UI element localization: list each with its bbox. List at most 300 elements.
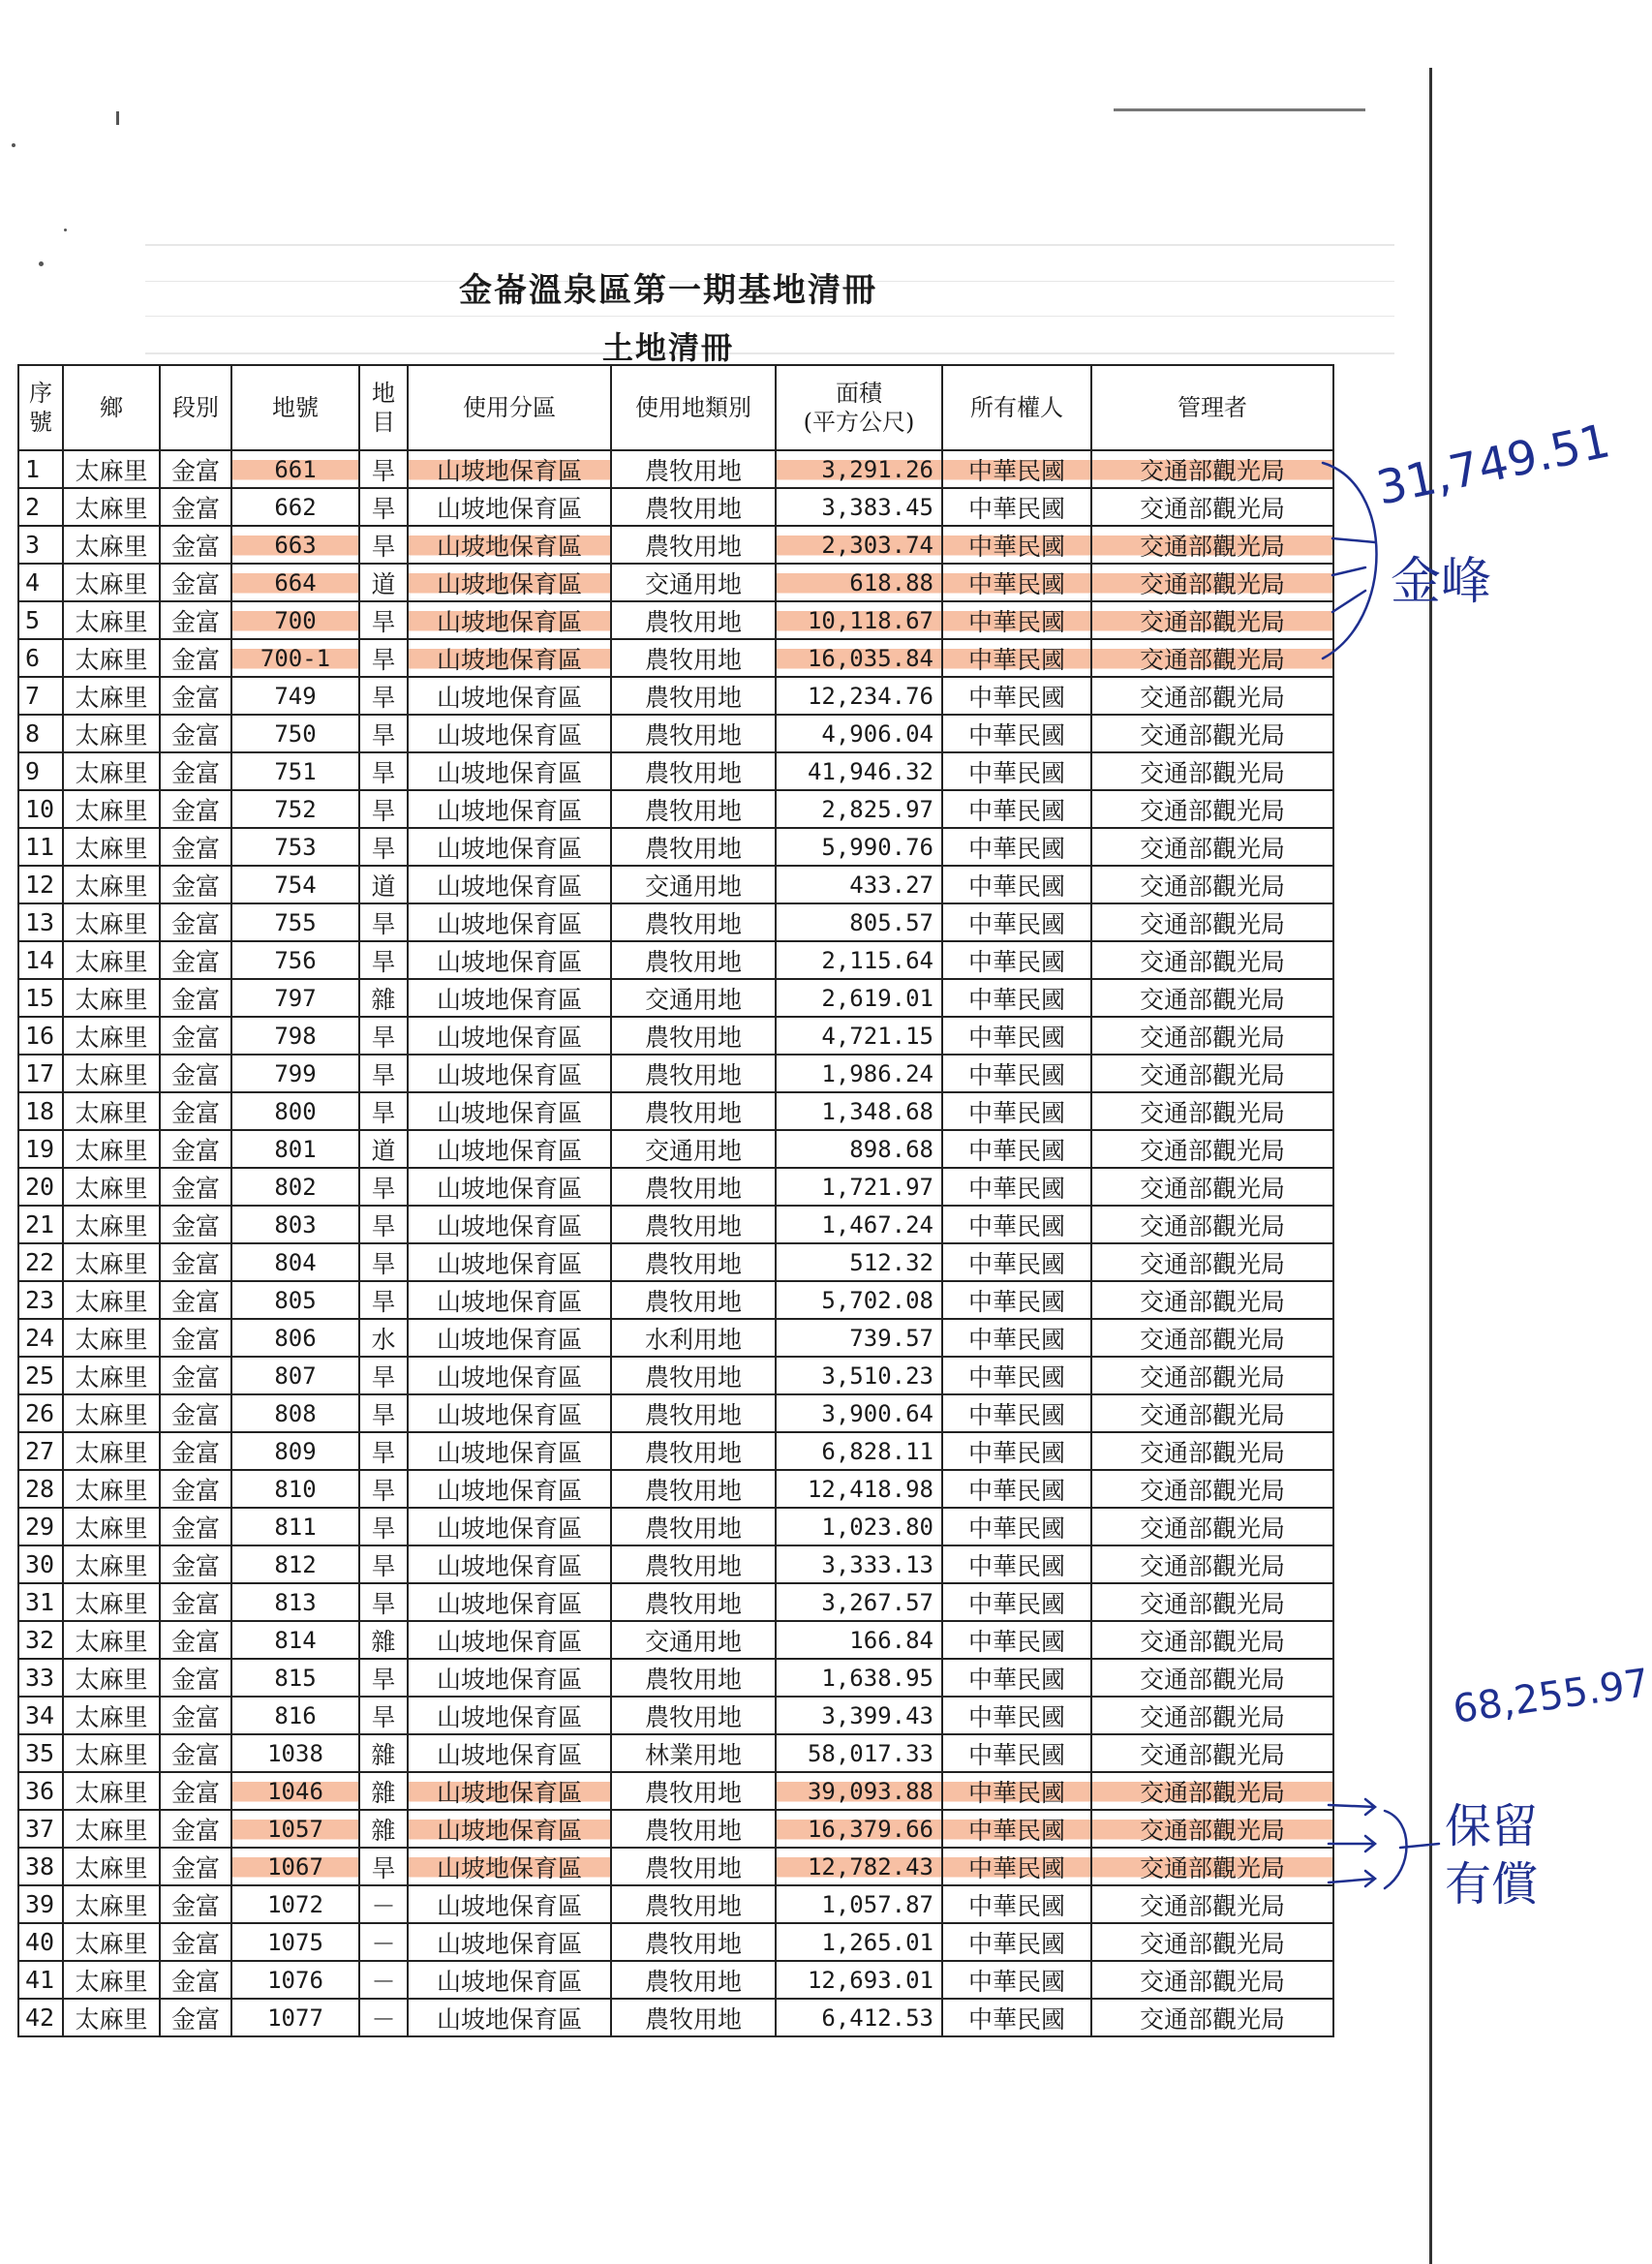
cell-area: 3,900.64: [776, 1394, 942, 1432]
cell-category: 道: [359, 1130, 408, 1168]
cell-zone: 山坡地保育區: [408, 828, 611, 866]
cell-manager: 交通部觀光局: [1091, 1432, 1333, 1470]
cell-lot: 755: [231, 903, 359, 941]
cell-land-use: 農牧用地: [611, 601, 776, 639]
cell-manager: 交通部觀光局: [1091, 1734, 1333, 1772]
cell-village: 太麻里: [63, 828, 160, 866]
cell-zone: 山坡地保育區: [408, 1772, 611, 1810]
cell-zone: 山坡地保育區: [408, 903, 611, 941]
cell-manager: 交通部觀光局: [1091, 752, 1333, 790]
cell-seq: 33: [18, 1659, 63, 1697]
cell-lot: 752: [231, 790, 359, 828]
cell-lot: 1057: [231, 1810, 359, 1848]
cell-land-use: 交通用地: [611, 564, 776, 601]
header-section: 段別: [160, 365, 231, 450]
cell-area: 12,693.01: [776, 1961, 942, 1999]
cell-village: 太麻里: [63, 1772, 160, 1810]
cell-category: 旱: [359, 1055, 408, 1092]
cell-lot: 810: [231, 1470, 359, 1508]
cell-land-use: 農牧用地: [611, 828, 776, 866]
cell-manager: 交通部觀光局: [1091, 1017, 1333, 1055]
cell-owner: 中華民國: [942, 601, 1091, 639]
cell-category: 旱: [359, 488, 408, 526]
cell-seq: 17: [18, 1055, 63, 1092]
cell-manager: 交通部觀光局: [1091, 1772, 1333, 1810]
cell-seq: 19: [18, 1130, 63, 1168]
cell-zone: 山坡地保育區: [408, 1621, 611, 1659]
cell-category: 旱: [359, 1281, 408, 1319]
cell-village: 太麻里: [63, 1130, 160, 1168]
cell-land-use: 農牧用地: [611, 1659, 776, 1697]
handwritten-place-name: 金峰: [1391, 553, 1492, 611]
cell-section: 金富: [160, 1583, 231, 1621]
cell-manager: 交通部觀光局: [1091, 639, 1333, 677]
cell-zone: 山坡地保育區: [408, 1017, 611, 1055]
cell-section: 金富: [160, 1810, 231, 1848]
cell-area: 2,115.64: [776, 941, 942, 979]
cell-owner: 中華民國: [942, 790, 1091, 828]
cell-area: 12,418.98: [776, 1470, 942, 1508]
cell-land-use: 農牧用地: [611, 790, 776, 828]
cell-area: 1,721.97: [776, 1168, 942, 1206]
cell-land-use: 農牧用地: [611, 1923, 776, 1961]
cell-area: 512.32: [776, 1243, 942, 1281]
cell-manager: 交通部觀光局: [1091, 1885, 1333, 1923]
cell-lot: 800: [231, 1092, 359, 1130]
cell-section: 金富: [160, 1206, 231, 1243]
cell-section: 金富: [160, 1848, 231, 1885]
cell-manager: 交通部觀光局: [1091, 941, 1333, 979]
cell-manager: 交通部觀光局: [1091, 979, 1333, 1017]
cell-village: 太麻里: [63, 1508, 160, 1545]
cell-section: 金富: [160, 450, 231, 488]
cell-section: 金富: [160, 488, 231, 526]
cell-owner: 中華民國: [942, 1357, 1091, 1394]
cell-area: 1,348.68: [776, 1092, 942, 1130]
cell-manager: 交通部觀光局: [1091, 1055, 1333, 1092]
cell-owner: 中華民國: [942, 1923, 1091, 1961]
cell-village: 太麻里: [63, 1206, 160, 1243]
cell-zone: 山坡地保育區: [408, 752, 611, 790]
cell-area: 4,721.15: [776, 1017, 942, 1055]
cell-seq: 37: [18, 1810, 63, 1848]
handwritten-total-bottom: 68,255.97: [1450, 1661, 1652, 1732]
cell-village: 太麻里: [63, 1621, 160, 1659]
cell-land-use: 農牧用地: [611, 1055, 776, 1092]
document-title: 金崙溫泉區第一期基地清冊: [459, 271, 877, 310]
cell-lot: 661: [231, 450, 359, 488]
arrow-row3: [1332, 538, 1375, 542]
cell-zone: 山坡地保育區: [408, 941, 611, 979]
cell-village: 太麻里: [63, 1432, 160, 1470]
cell-seq: 32: [18, 1621, 63, 1659]
cell-land-use: 交通用地: [611, 866, 776, 903]
cell-village: 太麻里: [63, 1545, 160, 1583]
cell-manager: 交通部觀光局: [1091, 677, 1333, 715]
cell-area: 166.84: [776, 1621, 942, 1659]
cell-category: 旱: [359, 639, 408, 677]
cell-seq: 41: [18, 1961, 63, 1999]
cell-area: 10,118.67: [776, 601, 942, 639]
cell-zone: 山坡地保育區: [408, 1432, 611, 1470]
cell-owner: 中華民國: [942, 979, 1091, 1017]
cell-village: 太麻里: [63, 1583, 160, 1621]
cell-owner: 中華民國: [942, 1092, 1091, 1130]
cell-village: 太麻里: [63, 526, 160, 564]
cell-zone: 山坡地保育區: [408, 1206, 611, 1243]
cell-manager: 交通部觀光局: [1091, 1319, 1333, 1357]
cell-category: 雜: [359, 1772, 408, 1810]
header-manager: 管理者: [1091, 365, 1333, 450]
cell-manager: 交通部觀光局: [1091, 715, 1333, 752]
cell-lot: 1075: [231, 1923, 359, 1961]
cell-owner: 中華民國: [942, 1168, 1091, 1206]
cell-area: 1,057.87: [776, 1885, 942, 1923]
cell-seq: 12: [18, 866, 63, 903]
handwritten-note: [1445, 1797, 1538, 1913]
cell-manager: 交通部觀光局: [1091, 903, 1333, 941]
cell-area: 1,023.80: [776, 1508, 942, 1545]
cell-category: 旱: [359, 1848, 408, 1885]
cell-village: 太麻里: [63, 450, 160, 488]
cell-zone: 山坡地保育區: [408, 1130, 611, 1168]
cell-section: 金富: [160, 1319, 231, 1357]
cell-seq: 39: [18, 1885, 63, 1923]
cell-seq: 15: [18, 979, 63, 1017]
cell-section: 金富: [160, 1697, 231, 1734]
cell-land-use: 農牧用地: [611, 1432, 776, 1470]
header-area: 面積 (平方公尺): [776, 365, 942, 450]
cell-zone: 山坡地保育區: [408, 677, 611, 715]
cell-village: 太麻里: [63, 715, 160, 752]
cell-land-use: 農牧用地: [611, 1697, 776, 1734]
cell-category: 旱: [359, 1583, 408, 1621]
cell-zone: 山坡地保育區: [408, 1508, 611, 1545]
cell-area: 2,825.97: [776, 790, 942, 828]
cell-section: 金富: [160, 639, 231, 677]
cell-village: 太麻里: [63, 1357, 160, 1394]
cell-area: 805.57: [776, 903, 942, 941]
arrow-row37: [1329, 1836, 1375, 1851]
cell-section: 金富: [160, 1734, 231, 1772]
cell-land-use: 農牧用地: [611, 752, 776, 790]
cell-owner: 中華民國: [942, 1848, 1091, 1885]
cell-owner: 中華民國: [942, 1621, 1091, 1659]
cell-category: 道: [359, 866, 408, 903]
cell-village: 太麻里: [63, 941, 160, 979]
cell-land-use: 農牧用地: [611, 450, 776, 488]
cell-section: 金富: [160, 677, 231, 715]
cell-section: 金富: [160, 1508, 231, 1545]
cell-land-use: 農牧用地: [611, 1243, 776, 1281]
cell-land-use: 農牧用地: [611, 1357, 776, 1394]
cell-zone: 山坡地保育區: [408, 526, 611, 564]
cell-owner: 中華民國: [942, 1508, 1091, 1545]
cell-zone: 山坡地保育區: [408, 1545, 611, 1583]
cell-village: 太麻里: [63, 677, 160, 715]
cell-category: 旱: [359, 1470, 408, 1508]
cell-section: 金富: [160, 526, 231, 564]
cell-village: 太麻里: [63, 1092, 160, 1130]
cell-seq: 28: [18, 1470, 63, 1508]
cell-category: 旱: [359, 903, 408, 941]
cell-lot: 814: [231, 1621, 359, 1659]
cell-section: 金富: [160, 601, 231, 639]
cell-area: 1,986.24: [776, 1055, 942, 1092]
cell-zone: 山坡地保育區: [408, 715, 611, 752]
cell-area: 58,017.33: [776, 1734, 942, 1772]
cell-seq: 31: [18, 1583, 63, 1621]
cell-category: 雜: [359, 1734, 408, 1772]
cell-manager: 交通部觀光局: [1091, 1470, 1333, 1508]
cell-land-use: 水利用地: [611, 1319, 776, 1357]
cell-area: 3,333.13: [776, 1545, 942, 1583]
cell-seq: 26: [18, 1394, 63, 1432]
cell-section: 金富: [160, 1470, 231, 1508]
cell-land-use: 農牧用地: [611, 1092, 776, 1130]
cell-lot: 797: [231, 979, 359, 1017]
cell-area: 3,399.43: [776, 1697, 942, 1734]
cell-section: 金富: [160, 1432, 231, 1470]
cell-seq: 40: [18, 1923, 63, 1961]
cell-village: 太麻里: [63, 1281, 160, 1319]
header-category: 地 目: [359, 365, 408, 450]
cell-lot: 1046: [231, 1772, 359, 1810]
cell-owner: 中華民國: [942, 1432, 1091, 1470]
cell-section: 金富: [160, 1923, 231, 1961]
cell-village: 太麻里: [63, 1697, 160, 1734]
cell-lot: 751: [231, 752, 359, 790]
cell-zone: 山坡地保育區: [408, 1697, 611, 1734]
cell-lot: 700-1: [231, 639, 359, 677]
cell-seq: 11: [18, 828, 63, 866]
cell-section: 金富: [160, 1545, 231, 1583]
header-seq: 序 號: [18, 365, 63, 450]
cell-owner: 中華民國: [942, 715, 1091, 752]
cell-zone: 山坡地保育區: [408, 1394, 611, 1432]
cell-manager: 交通部觀光局: [1091, 1130, 1333, 1168]
cell-seq: 34: [18, 1697, 63, 1734]
cell-lot: 662: [231, 488, 359, 526]
cell-manager: 交通部觀光局: [1091, 1394, 1333, 1432]
cell-owner: 中華民國: [942, 752, 1091, 790]
cell-section: 金富: [160, 1999, 231, 2036]
cell-land-use: 農牧用地: [611, 1848, 776, 1885]
cell-seq: 6: [18, 639, 63, 677]
cell-owner: 中華民國: [942, 488, 1091, 526]
cell-land-use: 農牧用地: [611, 1961, 776, 1999]
cell-zone: 山坡地保育區: [408, 1357, 611, 1394]
cell-village: 太麻里: [63, 1055, 160, 1092]
header-land-use: 使用地類別: [611, 365, 776, 450]
cell-zone: 山坡地保育區: [408, 1281, 611, 1319]
cell-section: 金富: [160, 1017, 231, 1055]
cell-section: 金富: [160, 903, 231, 941]
cell-category: 旱: [359, 715, 408, 752]
cell-lot: 799: [231, 1055, 359, 1092]
cell-village: 太麻里: [63, 1243, 160, 1281]
cell-lot: 802: [231, 1168, 359, 1206]
cell-owner: 中華民國: [942, 903, 1091, 941]
cell-area: 5,702.08: [776, 1281, 942, 1319]
cell-category: 旱: [359, 1092, 408, 1130]
cell-category: 水: [359, 1319, 408, 1357]
cell-owner: 中華民國: [942, 1659, 1091, 1697]
cell-lot: 813: [231, 1583, 359, 1621]
cell-manager: 交通部觀光局: [1091, 1961, 1333, 1999]
cell-manager: 交通部觀光局: [1091, 1168, 1333, 1206]
cell-area: 6,828.11: [776, 1432, 942, 1470]
cell-lot: 815: [231, 1659, 359, 1697]
cell-area: 39,093.88: [776, 1772, 942, 1810]
cell-seq: 42: [18, 1999, 63, 2036]
cell-manager: 交通部觀光局: [1091, 790, 1333, 828]
cell-village: 太麻里: [63, 1923, 160, 1961]
cell-village: 太麻里: [63, 979, 160, 1017]
cell-manager: 交通部觀光局: [1091, 1999, 1333, 2036]
cell-lot: 801: [231, 1130, 359, 1168]
cell-village: 太麻里: [63, 488, 160, 526]
cell-owner: 中華民國: [942, 828, 1091, 866]
cell-owner: 中華民國: [942, 941, 1091, 979]
cell-owner: 中華民國: [942, 1243, 1091, 1281]
cell-lot: 664: [231, 564, 359, 601]
cell-section: 金富: [160, 866, 231, 903]
arrow-row38: [1329, 1871, 1375, 1886]
header-village: 鄉: [63, 365, 160, 450]
cell-category: 旱: [359, 1697, 408, 1734]
cell-section: 金富: [160, 752, 231, 790]
cell-lot: 803: [231, 1206, 359, 1243]
cell-owner: 中華民國: [942, 677, 1091, 715]
cell-manager: 交通部觀光局: [1091, 1848, 1333, 1885]
cell-seq: 16: [18, 1017, 63, 1055]
cell-section: 金富: [160, 941, 231, 979]
cell-land-use: 農牧用地: [611, 1394, 776, 1432]
cell-lot: 1038: [231, 1734, 359, 1772]
cell-seq: 10: [18, 790, 63, 828]
cell-category: 旱: [359, 601, 408, 639]
cell-village: 太麻里: [63, 1394, 160, 1432]
cell-area: 3,510.23: [776, 1357, 942, 1394]
cell-section: 金富: [160, 1130, 231, 1168]
cell-land-use: 農牧用地: [611, 1810, 776, 1848]
cell-seq: 24: [18, 1319, 63, 1357]
cell-category: 旱: [359, 1545, 408, 1583]
cell-owner: 中華民國: [942, 1055, 1091, 1092]
cell-section: 金富: [160, 715, 231, 752]
cell-land-use: 農牧用地: [611, 1206, 776, 1243]
cell-manager: 交通部觀光局: [1091, 601, 1333, 639]
cell-area: 12,782.43: [776, 1848, 942, 1885]
cell-area: 16,035.84: [776, 639, 942, 677]
cell-manager: 交通部觀光局: [1091, 1281, 1333, 1319]
cell-area: 2,303.74: [776, 526, 942, 564]
cell-category: 旱: [359, 450, 408, 488]
handwritten-total-top: 31,749.51: [1371, 413, 1615, 516]
cell-category: 旱: [359, 1017, 408, 1055]
cell-lot: 816: [231, 1697, 359, 1734]
cell-manager: 交通部觀光局: [1091, 1508, 1333, 1545]
cell-zone: 山坡地保育區: [408, 601, 611, 639]
cell-seq: 20: [18, 1168, 63, 1206]
cell-zone: 山坡地保育區: [408, 1092, 611, 1130]
cell-seq: 23: [18, 1281, 63, 1319]
cell-area: 1,467.24: [776, 1206, 942, 1243]
cell-zone: 山坡地保育區: [408, 790, 611, 828]
cell-category: 旱: [359, 1394, 408, 1432]
cell-seq: 8: [18, 715, 63, 752]
cell-category: 旱: [359, 1206, 408, 1243]
cell-land-use: 農牧用地: [611, 1281, 776, 1319]
cell-section: 金富: [160, 790, 231, 828]
cell-area: 3,383.45: [776, 488, 942, 526]
cell-land-use: 農牧用地: [611, 677, 776, 715]
cell-area: 5,990.76: [776, 828, 942, 866]
cell-area: 6,412.53: [776, 1999, 942, 2036]
cell-lot: 753: [231, 828, 359, 866]
cell-manager: 交通部觀光局: [1091, 1545, 1333, 1583]
arrow-row4: [1332, 567, 1365, 575]
cell-lot: 750: [231, 715, 359, 752]
header-lot: 地號: [231, 365, 359, 450]
header-zone: 使用分區: [408, 365, 611, 450]
cell-village: 太麻里: [63, 1810, 160, 1848]
cell-manager: 交通部觀光局: [1091, 450, 1333, 488]
cell-section: 金富: [160, 1055, 231, 1092]
cell-seq: 2: [18, 488, 63, 526]
cell-zone: 山坡地保育區: [408, 1810, 611, 1848]
cell-land-use: 農牧用地: [611, 639, 776, 677]
cell-zone: 山坡地保育區: [408, 488, 611, 526]
cell-category: 雜: [359, 979, 408, 1017]
cell-category: 旱: [359, 677, 408, 715]
bracket-top-curve: [1323, 463, 1377, 658]
cell-lot: 663: [231, 526, 359, 564]
cell-manager: 交通部觀光局: [1091, 526, 1333, 564]
cell-area: 12,234.76: [776, 677, 942, 715]
cell-zone: 山坡地保育區: [408, 450, 611, 488]
cell-manager: 交通部觀光局: [1091, 564, 1333, 601]
cell-owner: 中華民國: [942, 526, 1091, 564]
cell-section: 金富: [160, 1885, 231, 1923]
cell-section: 金富: [160, 1394, 231, 1432]
cell-manager: 交通部觀光局: [1091, 1659, 1333, 1697]
cell-category: 旱: [359, 1659, 408, 1697]
cell-category: －: [359, 1999, 408, 2036]
header-owner: 所有權人: [942, 365, 1091, 450]
cell-area: 3,291.26: [776, 450, 942, 488]
cell-lot: 756: [231, 941, 359, 979]
cell-category: 雜: [359, 1621, 408, 1659]
cell-lot: 812: [231, 1545, 359, 1583]
cell-manager: 交通部觀光局: [1091, 828, 1333, 866]
cell-zone: 山坡地保育區: [408, 1961, 611, 1999]
cell-village: 太麻里: [63, 1999, 160, 2036]
cell-land-use: 交通用地: [611, 1130, 776, 1168]
cell-land-use: 農牧用地: [611, 1168, 776, 1206]
cell-area: 16,379.66: [776, 1810, 942, 1848]
cell-owner: 中華民國: [942, 1697, 1091, 1734]
cell-section: 金富: [160, 1092, 231, 1130]
cell-manager: 交通部觀光局: [1091, 1243, 1333, 1281]
cell-lot: 805: [231, 1281, 359, 1319]
cell-area: 433.27: [776, 866, 942, 903]
cell-owner: 中華民國: [942, 450, 1091, 488]
cell-zone: 山坡地保育區: [408, 639, 611, 677]
cell-village: 太麻里: [63, 1961, 160, 1999]
cell-owner: 中華民國: [942, 1810, 1091, 1848]
